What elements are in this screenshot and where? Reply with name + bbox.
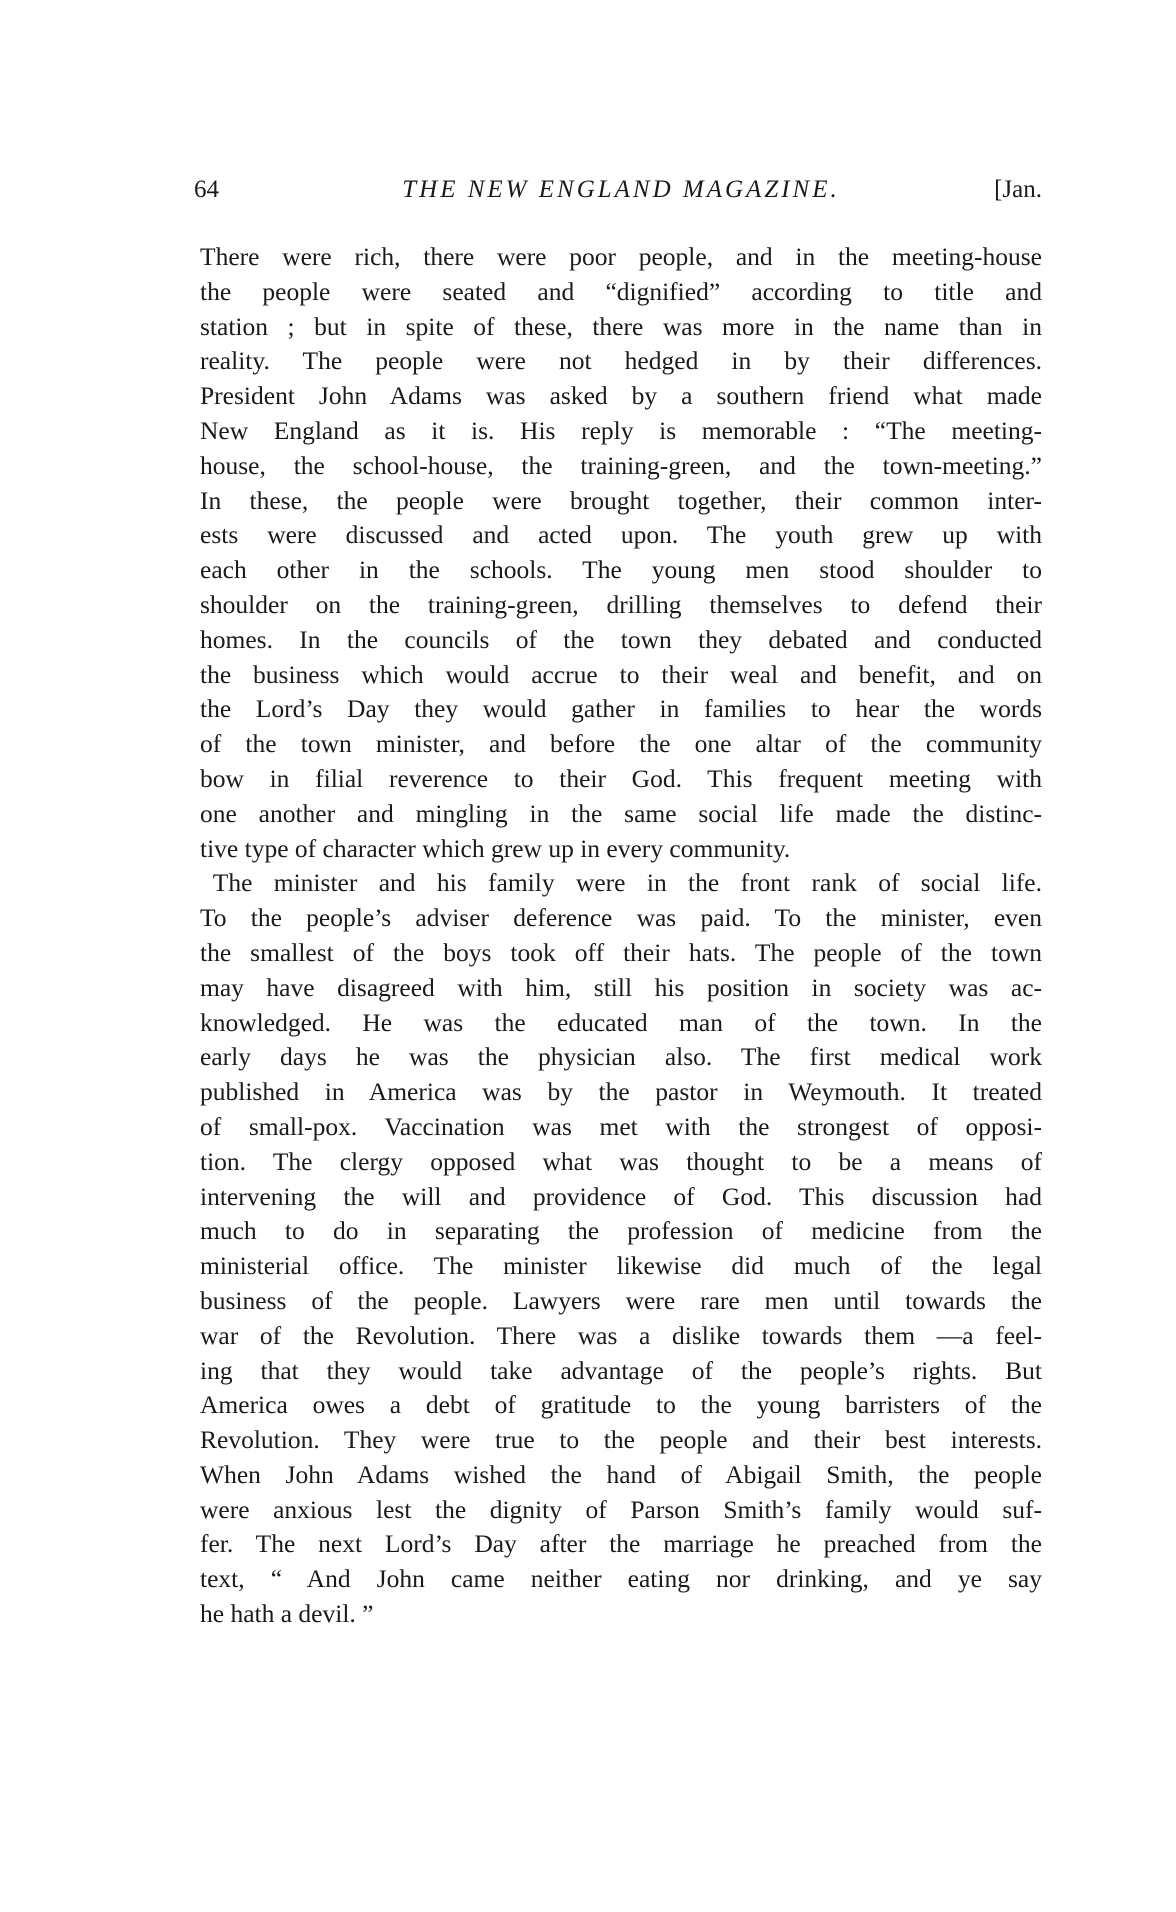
text-line: There were rich, there were poor people, and in the meeting-house bbox=[200, 242, 1042, 271]
article-body bbox=[200, 240, 1042, 1632]
text-line: bow in filial reverence to their God. This frequent meeting with bbox=[200, 763, 1042, 793]
text-line: To the people’s adviser deference was paid. To the minister, even bbox=[200, 903, 1042, 933]
text-line: In these, the people were brought together, their common inter- bbox=[200, 485, 1042, 515]
text-line: house, the school-house, the training-green, and the town-meeting.” bbox=[200, 450, 1042, 480]
text-line: ing that they would take advantage of the people’s rights. But bbox=[200, 1355, 1042, 1385]
text-line: the people were seated and “dignified” according to title and bbox=[200, 276, 1042, 306]
text-line: fer. The next Lord’s Day after the marriage he preached from the bbox=[200, 1529, 1042, 1559]
magazine-title: THE NEW ENGLAND MAGAZINE. bbox=[402, 176, 840, 203]
page-number: 64 bbox=[194, 176, 219, 203]
text-line: war of the Revolution. There was a dislike towards them —a feel- bbox=[200, 1320, 1042, 1350]
text-line: text, “ And John came neither eating nor drinking, and ye say bbox=[200, 1564, 1042, 1594]
text-line: tive type of character which grew up in every community. bbox=[200, 833, 791, 863]
text-line: of the town minister, and before the one altar of the community bbox=[200, 729, 1042, 759]
text-line: much to do in separating the profession of medicine from the bbox=[200, 1216, 1042, 1246]
text-line: of small-pox. Vaccination was met with the strongest of opposi- bbox=[200, 1111, 1042, 1141]
text-line: The minister and his family were in the front rank of social life. bbox=[200, 868, 1042, 898]
text-line: the business which would accrue to their weal and benefit, and on bbox=[200, 659, 1042, 689]
text-line: America owes a debt of gratitude to the young barristers of the bbox=[200, 1390, 1042, 1420]
text-line: ministerial office. The minister likewise did much of the legal bbox=[200, 1251, 1042, 1281]
text-line: President John Adams was asked by a southern friend what made bbox=[200, 381, 1042, 411]
text-line: may have disagreed with him, still his position in society was ac- bbox=[200, 972, 1042, 1002]
text-line: When John Adams wished the hand of Abigail Smith, the people bbox=[200, 1459, 1042, 1489]
text-line: business of the people. Lawyers were rare men until towards the bbox=[200, 1285, 1042, 1315]
issue-month: [Jan. bbox=[994, 176, 1042, 203]
text-line: New England as it is. His reply is memorable : “The meeting- bbox=[200, 415, 1042, 445]
text-line: one another and mingling in the same social life made the distinc- bbox=[200, 798, 1042, 828]
paragraph bbox=[200, 240, 1042, 866]
text-line: he hath a devil. ” bbox=[200, 1599, 374, 1629]
text-line: knowledged. He was the educated man of the town. In the bbox=[200, 1007, 1042, 1037]
text-line: homes. In the councils of the town they debated and conducted bbox=[200, 624, 1042, 654]
text-line: shoulder on the training-green, drilling themselves to defend their bbox=[200, 589, 1042, 619]
text-line: station ; but in spite of these, there was more in the name than in bbox=[200, 311, 1042, 341]
text-line: Revolution. They were true to the people and their best interests. bbox=[200, 1425, 1042, 1455]
text-line: published in America was by the pastor in Weymouth. It treated bbox=[200, 1077, 1042, 1107]
running-header bbox=[194, 176, 1042, 212]
text-line: the smallest of the boys took off their hats. The people of the town bbox=[200, 937, 1042, 967]
text-line: tion. The clergy opposed what was thought to be a means of bbox=[200, 1146, 1042, 1176]
text-line: ests were discussed and acted upon. The youth grew up with bbox=[200, 520, 1042, 550]
text-line: each other in the schools. The young men stood shoulder to bbox=[200, 555, 1042, 585]
paragraph bbox=[200, 866, 1042, 1632]
text-line: were anxious lest the dignity of Parson Smith’s family would suf- bbox=[200, 1494, 1042, 1524]
text-line: reality. The people were not hedged in by their differences. bbox=[200, 346, 1042, 376]
text-line: intervening the will and providence of God. This discussion had bbox=[200, 1181, 1042, 1211]
text-line: early days he was the physician also. The first medical work bbox=[200, 1042, 1042, 1072]
text-line: the Lord’s Day they would gather in families to hear the words bbox=[200, 694, 1042, 724]
